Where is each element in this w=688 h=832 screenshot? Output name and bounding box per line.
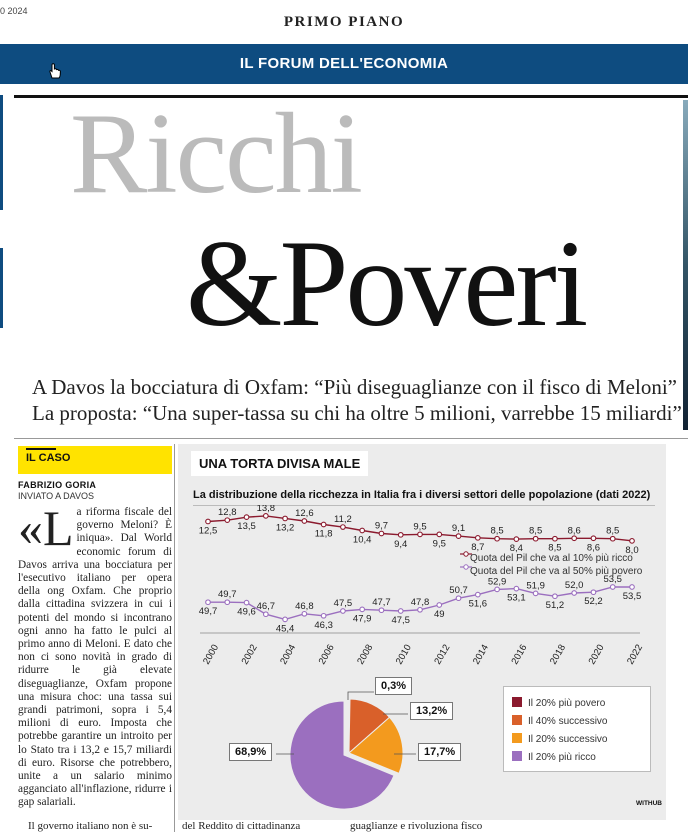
pie-legend-item — [512, 751, 596, 763]
x-tick-label: 2006 — [316, 642, 337, 667]
data-label: 46,3 — [314, 619, 333, 631]
data-label: 8,6 — [586, 542, 601, 554]
data-point — [572, 536, 577, 541]
data-label: 8,5 — [490, 525, 504, 537]
data-label: 49,7 — [218, 589, 237, 601]
data-point — [283, 516, 288, 521]
chart-title: La distribuzione della ricchezza in Italia fra i diversi settori delle popolazione (dati 2022) — [193, 489, 651, 501]
x-tick-label: 2018 — [547, 642, 569, 667]
left-edge-bar — [0, 95, 3, 210]
data-point — [533, 591, 538, 596]
data-point — [495, 536, 500, 541]
data-point — [591, 536, 596, 541]
data-label: 8,0 — [625, 544, 639, 556]
date-fragment: 0 2024 — [0, 6, 28, 16]
x-tick-label: 2022 — [625, 642, 646, 667]
data-label: 47,9 — [352, 613, 372, 625]
data-label: 53,5 — [603, 574, 622, 585]
x-tick-label: 2014 — [470, 642, 491, 667]
article-text: a riforma fiscale del governo Meloni? È iniqua». Dal World economic forum di Davos arriva una bocciatura per l'esecutivo italiano per opera della ong Oxfam. Che proprio dalla cittadina svizzera in cui i potenti del mondo si incontrano ogni anno ha fatto le pulci al primo anno di Meloni. E dato che non ci sono novità in grado di ridurre le già elevate diseguaglianze, Oxfam propone una misura choc: una tassa sui grandi patrimoni, sopra i 5,4 milioni di euro. Imposta che potrebbe garantire un introito per lo Stato tra i 13,2 e 15,7 miliardi di euro. Risorse che potrebbero, unite a un salario minimo agganciato all'inflazione, ridurre i gap salariali. — [18, 506, 172, 809]
x-tick-label: 2008 — [355, 642, 376, 667]
data-label: 47,7 — [372, 597, 391, 609]
pie-label-0: 0,3% — [375, 677, 412, 695]
dropcap: «L — [18, 500, 74, 556]
pie-label-3: 68,9% — [229, 743, 272, 761]
data-label: 13,8 — [256, 505, 276, 514]
left-edge-bar — [0, 248, 3, 328]
adjacent-photo-strip — [683, 100, 688, 430]
line-chart — [178, 505, 666, 680]
pie-legend-item — [512, 715, 607, 727]
data-label: 51,6 — [468, 598, 488, 610]
data-point — [591, 590, 596, 595]
data-label: 11,2 — [334, 514, 352, 526]
data-label: 8,7 — [471, 541, 485, 553]
x-tick-label: 2016 — [509, 642, 530, 667]
author-role: INVIATO A DAVOS — [18, 491, 95, 501]
data-point — [341, 525, 346, 530]
data-label: 13,2 — [275, 522, 295, 534]
data-point — [514, 586, 519, 591]
infographic-label: UNA TORTA DIVISA MALE — [191, 451, 368, 476]
swatch — [512, 697, 522, 707]
bottom-text-col3: guaglianze e rivoluziona fisco — [350, 820, 483, 832]
x-tick-label: 2002 — [239, 642, 260, 667]
data-point — [225, 518, 230, 523]
data-label: 9,7 — [374, 520, 389, 532]
data-point — [476, 592, 481, 597]
data-point — [495, 587, 500, 592]
data-label: 46,7 — [256, 601, 276, 613]
data-label: 9,5 — [413, 521, 427, 533]
data-label: 53,1 — [507, 592, 526, 604]
data-point — [379, 608, 384, 613]
legend-marker — [464, 565, 468, 569]
swatch — [512, 733, 522, 743]
column-divider — [174, 444, 175, 832]
data-label: 49 — [433, 609, 445, 620]
author-name: FABRIZIO GORIA — [18, 480, 97, 490]
data-point — [610, 536, 615, 541]
data-label: 9,1 — [451, 523, 466, 535]
data-point — [206, 600, 211, 605]
data-point — [341, 609, 346, 614]
bottom-text-col1: Il governo italiano non è su- — [28, 820, 153, 832]
legend-marker — [464, 552, 468, 556]
data-label: 50,7 — [449, 585, 468, 597]
subtitle-line2: La proposta: “Una super-tassa su chi ha oltre 5 milioni, varrebbe 15 miliardi” — [32, 401, 682, 425]
data-label: 8,5 — [529, 525, 543, 537]
data-label: 13,5 — [237, 521, 256, 533]
pie-label-2: 17,7% — [418, 743, 461, 761]
separator — [14, 438, 688, 439]
swatch — [512, 751, 522, 761]
x-tick-label: 2004 — [278, 642, 299, 667]
bottom-text-col2: del Reddito di cittadinanza — [182, 820, 301, 832]
data-point — [244, 600, 249, 605]
x-tick-label: 2000 — [201, 642, 222, 667]
data-point — [572, 591, 577, 596]
data-label: 8,6 — [567, 525, 581, 537]
data-point — [456, 534, 461, 539]
data-label: 10,4 — [352, 534, 372, 546]
section-title: PRIMO PIANO — [283, 14, 405, 30]
data-label: 49,6 — [237, 606, 256, 618]
data-point — [264, 514, 269, 519]
data-point — [321, 522, 326, 527]
data-label: 11,8 — [314, 528, 333, 540]
pie-legend-item — [512, 733, 607, 745]
data-label: 45,4 — [275, 623, 295, 635]
kicker-label: IL CASO — [26, 452, 71, 464]
data-point — [244, 515, 249, 520]
data-point — [553, 536, 558, 541]
data-point — [225, 600, 230, 605]
legend-label: Quota del Pil che va al 50% più povero — [470, 566, 643, 577]
data-label: 12,8 — [218, 507, 237, 519]
legend-label: Quota del Pil che va al 10% più ricco — [470, 553, 633, 564]
data-point — [283, 617, 288, 622]
data-point — [437, 532, 442, 537]
x-tick-label: 2010 — [393, 642, 414, 667]
data-label: 12,6 — [295, 508, 314, 520]
data-label: 51,9 — [526, 580, 545, 592]
data-point — [379, 531, 384, 536]
data-label: 8,5 — [548, 542, 562, 554]
swatch — [512, 715, 522, 725]
data-label: 52,9 — [487, 576, 507, 588]
forum-banner[interactable]: IL FORUM DELL'ECONOMIA — [0, 44, 688, 84]
data-point — [514, 537, 519, 542]
data-point — [206, 519, 211, 524]
data-label: 51,2 — [545, 600, 565, 612]
data-point — [398, 609, 403, 614]
data-point — [456, 596, 461, 601]
hand-pointer-icon — [46, 62, 64, 80]
data-point — [302, 612, 307, 617]
data-label: 9,5 — [432, 538, 446, 550]
data-label: 9,4 — [394, 538, 408, 550]
data-label: 47,5 — [333, 598, 353, 609]
subtitle-line1: A Davos la bocciatura di Oxfam: “Più diseguaglianze con il fisco di Meloni” — [32, 375, 677, 399]
data-label: 53,5 — [622, 591, 642, 602]
data-label: 47,5 — [391, 615, 410, 626]
pie-label-1: 13,2% — [410, 702, 453, 720]
data-point — [533, 536, 538, 541]
data-point — [553, 594, 558, 599]
x-tick-label: 2012 — [432, 642, 453, 667]
pie-legend-label: Il 20% successivo — [528, 734, 608, 745]
pie-legend — [503, 686, 651, 772]
data-point — [360, 607, 365, 612]
pie-legend-label: Il 20% più povero — [528, 698, 606, 709]
data-label: 52,2 — [584, 596, 603, 608]
x-tick-label: 2020 — [586, 642, 607, 667]
data-point — [302, 519, 307, 524]
data-label: 8,5 — [606, 525, 620, 537]
data-label: 52,0 — [564, 580, 584, 591]
data-label: 8,4 — [509, 543, 523, 555]
data-point — [321, 614, 326, 619]
data-label: 49,7 — [198, 606, 218, 618]
pie-legend-label: Il 40% successivo — [528, 716, 608, 727]
data-point — [264, 612, 269, 617]
data-point — [418, 532, 423, 537]
legend-item-bottom50 — [470, 566, 642, 577]
pie-legend-item — [512, 697, 605, 709]
data-point — [630, 539, 635, 544]
pie-legend-label: Il 20% più ricco — [528, 752, 596, 763]
headline-line1: Ricchi — [70, 90, 361, 218]
kicker-bar — [26, 448, 56, 450]
data-point — [610, 585, 615, 590]
data-point — [398, 533, 403, 538]
data-label: 46,8 — [295, 600, 314, 612]
data-point — [360, 528, 365, 533]
headline-line2: &Poveri — [186, 215, 586, 352]
article-body — [18, 500, 172, 810]
credit: WITHUB — [636, 800, 662, 807]
data-point — [630, 585, 635, 590]
legend-item-top10 — [470, 553, 633, 564]
data-point — [418, 608, 423, 613]
data-label: 47,8 — [410, 596, 430, 608]
data-point — [437, 603, 442, 608]
data-point — [476, 536, 481, 541]
data-label: 12,5 — [198, 525, 218, 537]
